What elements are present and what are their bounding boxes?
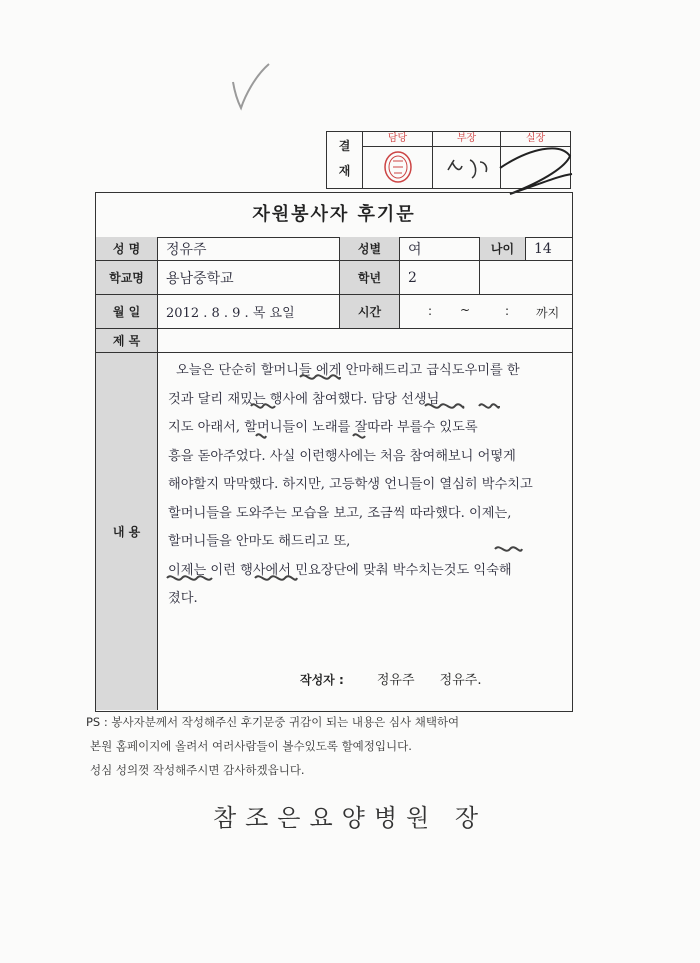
value-time: : ~ : 까지 bbox=[428, 303, 560, 320]
writer-signature: 정유주. bbox=[439, 673, 482, 688]
content-line: 오늘은 단순히 할머니들 에게 안마해드리고 급식도우미를 한 bbox=[176, 363, 520, 378]
check-mark-icon bbox=[225, 60, 275, 120]
writer-label: 작성자 : bbox=[300, 673, 344, 687]
content-line: 졌다. bbox=[168, 591, 198, 606]
content-line: 지도 아래서, 할머니들이 노래를 잘따라 부를수 있도록 bbox=[168, 420, 478, 435]
content-line: 해야할지 막막했다. 하지만, 고등학생 언니들이 열심히 박수치고 bbox=[168, 477, 533, 492]
value-gender: 여 bbox=[400, 237, 480, 260]
approval-head: 실장 bbox=[501, 132, 570, 147]
footnote-line: 성심 성의껏 작성해주시면 감사하겠읍니다. bbox=[90, 763, 305, 777]
content-line: 할머니들을 도와주는 모습을 보고, 조금씩 따라했다. 이제는, bbox=[168, 505, 512, 521]
approval-head: 부장 bbox=[433, 132, 500, 147]
value-name: 정유주 bbox=[158, 237, 340, 260]
value-school: 용남중학교 bbox=[158, 261, 340, 294]
value-date: 2012 . 8 . 9 . 목 요일 bbox=[158, 295, 340, 328]
approval-col-manager bbox=[363, 132, 433, 188]
signature-icon bbox=[440, 140, 580, 200]
value-age: 14 bbox=[534, 240, 552, 257]
label-name: 성 명 bbox=[96, 237, 158, 260]
label-content: 내 용 bbox=[96, 353, 158, 710]
label-subject: 제 목 bbox=[96, 329, 158, 352]
red-stamp-icon bbox=[363, 147, 433, 189]
form-title: 자원봉사자 후기문 bbox=[96, 193, 572, 238]
writer-name: 정유주 bbox=[376, 673, 415, 688]
content-line: 흥을 돋아주었다. 사실 이런행사에는 처음 참여해보니 어떻게 bbox=[168, 448, 516, 464]
content-line: 이제는 이런 행사에서 민요장단에 맞춰 박수치는것도 익숙해 bbox=[168, 562, 512, 578]
label-time: 시간 bbox=[340, 295, 400, 328]
label-date: 월 일 bbox=[96, 295, 158, 328]
row-subject bbox=[96, 329, 572, 353]
content-line: 것과 달리 재밌는 행사에 참여했다. 담당 선생님 bbox=[168, 391, 440, 407]
row-date bbox=[96, 295, 572, 329]
label-school: 학교명 bbox=[96, 261, 158, 294]
approval-side-label: 결 재 bbox=[327, 132, 363, 188]
label-age: 나이 bbox=[480, 237, 526, 260]
hospital-name: 참조은요양병원 장 bbox=[212, 804, 488, 832]
approval-head: 담당 bbox=[363, 132, 432, 147]
label-gender: 성별 bbox=[340, 237, 400, 260]
empty-cell bbox=[480, 261, 571, 294]
footnote-line: 본원 홈페이지에 올려서 여러사람들이 볼수있도록 할예정입니다. bbox=[90, 739, 412, 753]
content-line: 할머니들을 안마도 해드리고 또, bbox=[168, 534, 351, 549]
row-name bbox=[96, 237, 572, 261]
row-school bbox=[96, 261, 572, 295]
scribble-marks-icon bbox=[95, 352, 573, 712]
label-grade: 학년 bbox=[340, 261, 400, 294]
footnote-line: PS : 봉사자분께서 작성해주신 후기문중 귀감이 되는 내용은 심사 채택하여 bbox=[86, 715, 460, 729]
value-grade: 2 bbox=[400, 261, 480, 294]
